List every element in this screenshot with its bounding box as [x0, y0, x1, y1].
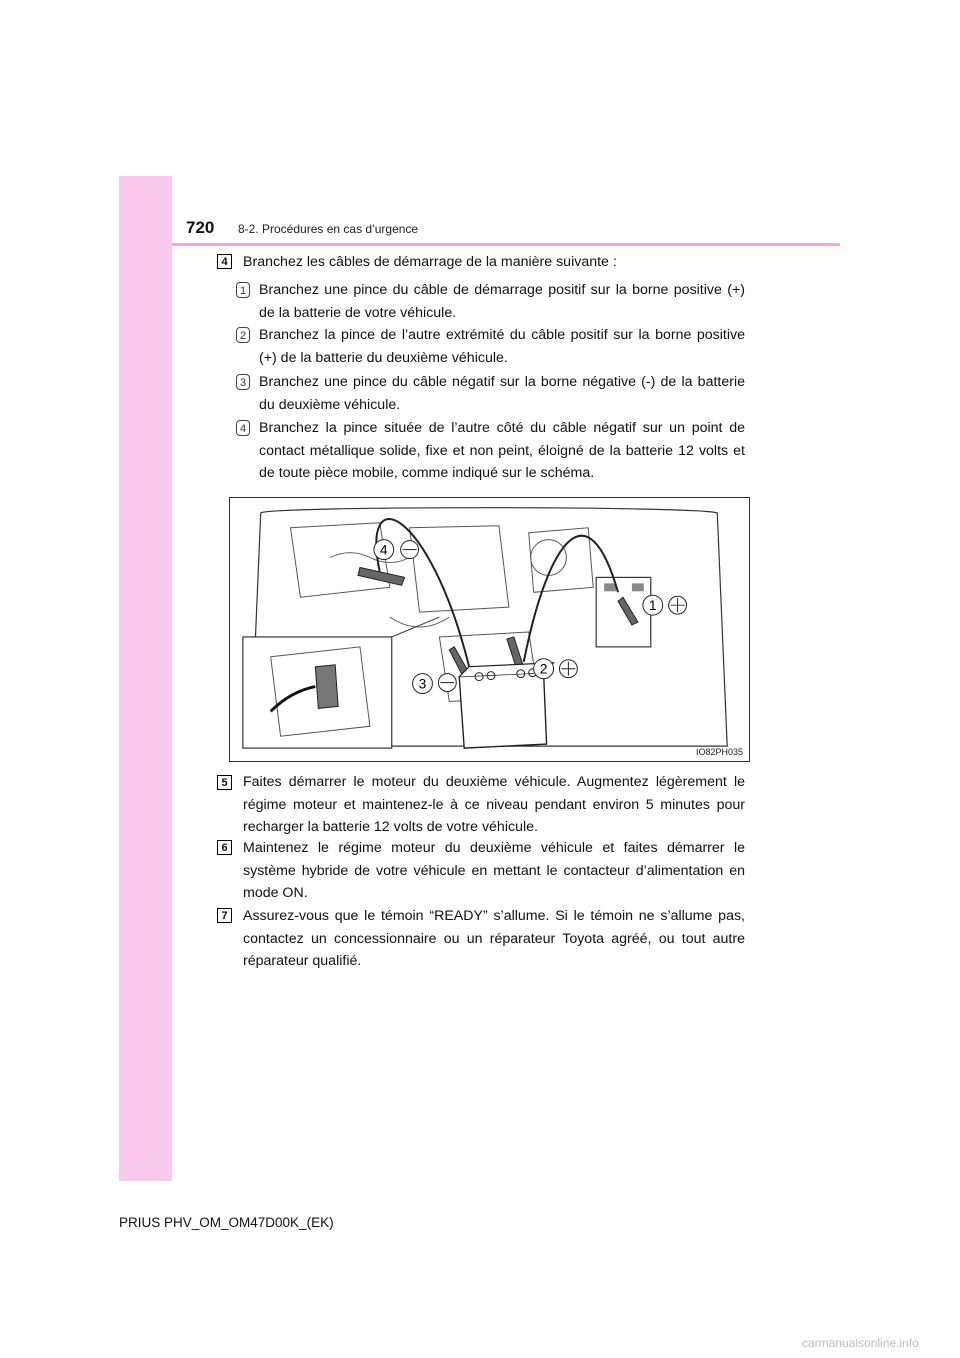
step-4-text: Branchez les câbles de démarrage de la manière suivante : — [243, 254, 617, 270]
substep-1-text: Branchez une pince du câble de démarrage positif sur la borne positive (+) de la batterie de votre véhicule. — [259, 282, 745, 321]
step-badge-5: 5 — [217, 775, 232, 790]
step-5-text: Faites démarrer le moteur du deuxième véhicule. Augmentez légèrement le régime moteur et maintenez-le à ce niveau pendant environ 5 minutes pour recharger la batterie 12 volts de votre véhicule. — [243, 774, 745, 835]
engine-component — [410, 526, 509, 612]
substep-number-3: 3 — [236, 374, 250, 390]
jump-start-diagram — [229, 497, 750, 762]
clamp-negative-ground — [358, 567, 405, 585]
inset-leader-line — [392, 617, 440, 637]
callout-4: 4 — [379, 541, 388, 558]
step-7-text: Assurez-vous que le témoin “READY” s’allume. Si le témoin ne s’allume pas, contactez un concessionnaire ou un réparateur Toyota agréé, ou tout autre réparateur qualifié. — [243, 908, 745, 969]
footer-model-code: PRIUS PHV_OM_OM47D00K_(EK) — [119, 1215, 334, 1230]
battery-terminal — [632, 583, 644, 591]
substep-3-text: Branchez une pince du câble négatif sur la borne négative (-) de la batterie du deuxième véhicule. — [259, 374, 745, 413]
header-rule — [172, 243, 840, 246]
hose — [330, 553, 409, 563]
booster-battery — [459, 673, 546, 748]
substep-number-1: 1 — [236, 282, 250, 298]
engine-bay-illustration — [230, 498, 749, 761]
section-title: 8-2. Procédures en cas d’urgence — [238, 222, 419, 236]
step-badge-6: 6 — [217, 840, 232, 855]
page-number: 720 — [186, 218, 215, 237]
substep-number-2: 2 — [236, 327, 250, 343]
substep-number-4: 4 — [236, 420, 250, 436]
battery-terminal — [604, 583, 616, 591]
callout-3: 3 — [418, 675, 427, 692]
figure-code: IO82PH035 — [695, 747, 743, 757]
step-badge-7: 7 — [217, 908, 232, 923]
callout-1: 1 — [648, 597, 657, 614]
watermark-link[interactable]: carmanualsonline.info — [802, 1336, 919, 1350]
engine-component — [529, 528, 594, 593]
substep-4-text: Branchez la pince située de l’autre côté du câble négatif sur un point de contact métallique solide, fixe et non peint, éloigné de la batterie 12 volts et de toute pièce mobile, comme indiqué sur le schéma. — [259, 420, 745, 481]
callout-2: 2 — [539, 660, 548, 677]
step-6-text: Maintenez le régime moteur du deuxième véhicule et faites démarrer le système hybride de votre véhicule en mettant le contacteur d’alimentation en mode ON. — [243, 840, 745, 901]
reservoir-cap — [531, 540, 567, 576]
step-badge-4: 4 — [217, 254, 232, 269]
inset-ground-clamp — [315, 665, 338, 709]
substep-2-text: Branchez la pince de l’autre extrémité du câble positif sur la borne positive (+) de la batterie du deuxième véhicule. — [259, 327, 745, 366]
side-tab-band — [119, 176, 172, 1181]
